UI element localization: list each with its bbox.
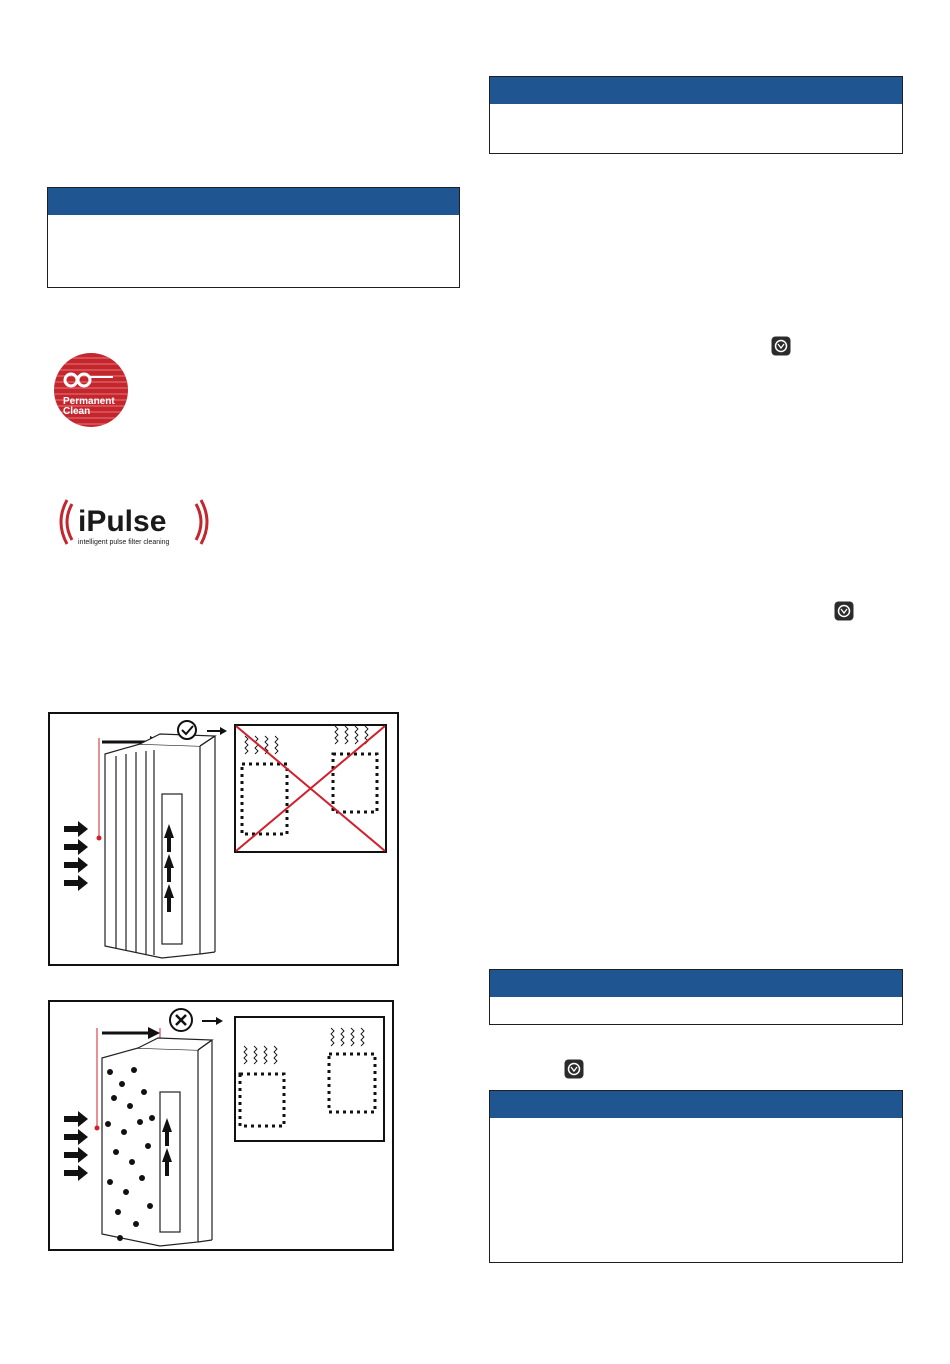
ipulse-wordmark: iPulse (78, 505, 167, 538)
arrow-right-icon (202, 1017, 223, 1025)
notice-box-mid-right (489, 969, 903, 1025)
permanent-clean-logo (53, 352, 129, 428)
notice-header-bar (48, 188, 459, 215)
permanent-clean-line2: Clean (63, 406, 91, 417)
filter-detail-panel (235, 725, 386, 852)
brush-button-icon (834, 601, 854, 621)
notice-header-bar (490, 1091, 902, 1118)
notice-box-left (47, 187, 460, 288)
notice-box-top-right (489, 76, 903, 154)
figure-clogged-filter (48, 1000, 394, 1251)
check-circle-icon (178, 721, 196, 739)
ipulse-logo (58, 498, 210, 550)
notice-header-bar (490, 970, 902, 997)
notice-box-bottom-right (489, 1090, 903, 1263)
figure-clean-filter (48, 712, 399, 966)
permanent-clean-line1: Permanent (63, 396, 115, 407)
arrow-right-icon (207, 727, 227, 735)
filter-detail-panel (235, 1017, 384, 1141)
brush-button-icon (771, 336, 791, 356)
cross-circle-icon (170, 1009, 192, 1031)
brush-button-icon (564, 1059, 584, 1079)
arrow-right-icon (102, 1027, 160, 1039)
ipulse-tagline: intelligent pulse filter cleaning (78, 539, 170, 546)
notice-header-bar (490, 77, 902, 104)
filter-cartridge-illustration (105, 734, 215, 958)
